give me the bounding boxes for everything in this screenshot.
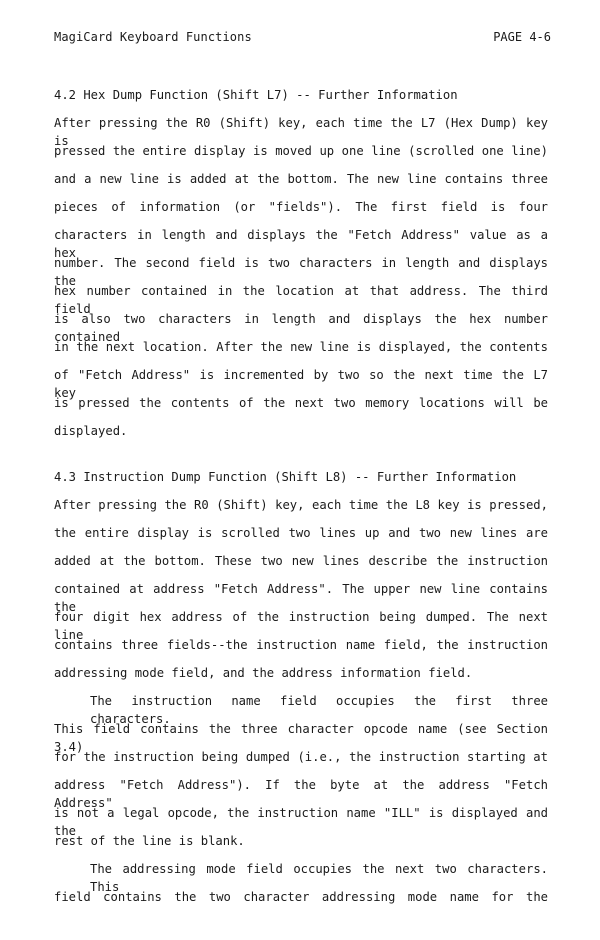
paragraph-line: is pressed the contents of the next two memory locations will be [54,396,548,410]
paragraph-line: The instruction name field occupies the first three characters. [90,694,548,726]
paragraph-line: address "Fetch Address"). If the byte at the address "Fetch Address" [54,778,548,810]
paragraph-line: hex number contained in the location at that address. The third field [54,284,548,316]
paragraph-line: addressing mode field, and the address information field. [54,666,473,680]
paragraph-line: contains three fields--the instruction name field, the instruction [54,638,548,652]
paragraph-line: in the next location. After the new line is displayed, the contents [54,340,548,354]
running-header-title: MagiCard Keyboard Functions [54,30,252,44]
paragraph-line: added at the bottom. These two new lines describe the instruction [54,554,548,568]
paragraph-line: for the instruction being dumped (i.e., the instruction starting at [54,750,548,764]
paragraph-line: This field contains the three character opcode name (see Section 3.4) [54,722,548,754]
page-number: PAGE 4-6 [493,30,551,44]
paragraph-line: displayed. [54,424,128,438]
section-heading-4-3: 4.3 Instruction Dump Function (Shift L8) -- Further Information [54,470,517,484]
paragraph-line: pressed the entire display is moved up one line (scrolled one line) [54,144,548,158]
paragraph-line: four digit hex address of the instruction being dumped. The next line [54,610,548,642]
paragraph-line: contained at address "Fetch Address". The upper new line contains the [54,582,548,614]
paragraph-line: field contains the two character addressing mode name for the [54,890,548,904]
paragraph-line: of "Fetch Address" is incremented by two so the next time the L7 key [54,368,548,400]
paragraph-line: After pressing the R0 (Shift) key, each time the L7 (Hex Dump) key is [54,116,548,148]
paragraph-line: the entire display is scrolled two lines up and two new lines are [54,526,548,540]
paragraph-line: rest of the line is blank. [54,834,245,848]
paragraph-line: pieces of information (or "fields"). The first field is four [54,200,548,214]
paragraph-line: After pressing the R0 (Shift) key, each time the L8 key is pressed, [54,498,548,512]
paragraph-line: The addressing mode field occupies the next two characters. This [90,862,548,894]
paragraph-line: is also two characters in length and displays the hex number contained [54,312,548,344]
paragraph-line: number. The second field is two characters in length and displays the [54,256,548,288]
section-heading-4-2: 4.2 Hex Dump Function (Shift L7) -- Further Information [54,88,458,102]
paragraph-line: is not a legal opcode, the instruction name "ILL" is displayed and the [54,806,548,838]
paragraph-line: characters in length and displays the "Fetch Address" value as a hex [54,228,548,260]
paragraph-line: and a new line is added at the bottom. The new line contains three [54,172,548,186]
